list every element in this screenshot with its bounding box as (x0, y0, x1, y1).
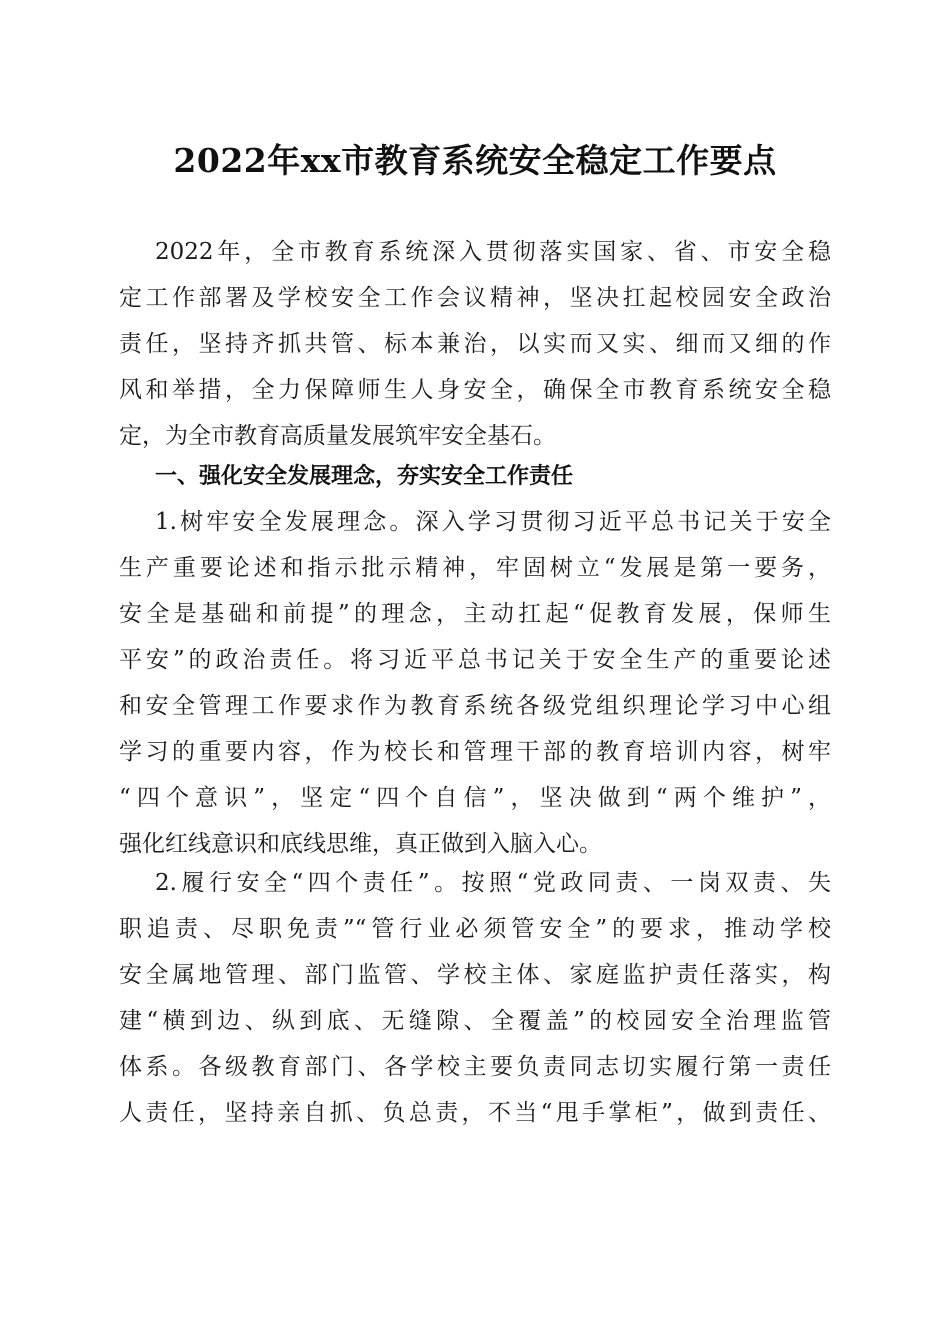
item2-line-6: 人责任，坚持亲自抓、负总责，不当“甩手掌柜”，做到责任、 (119, 1100, 831, 1126)
item2-line-5: 体系。各级教育部门、各学校主要负责同志切实履行第一责任 (119, 1054, 831, 1080)
intro-line-1: 2022年，全市教育系统深入贯彻落实国家、省、市安全稳 (155, 239, 831, 265)
item2-line-2: 职追责、尽职免责”“管行业必须管安全”的要求，推动学校 (119, 916, 831, 942)
document-title: 2022年xx市教育系统安全稳定工作要点 (173, 141, 777, 180)
item2-line-3: 安全属地管理、部门监管、学校主体、家庭监护责任落实，构 (119, 962, 831, 988)
item2-line-4: 建“横到边、纵到底、无缝隙、全覆盖”的校园安全治理监管 (119, 1008, 831, 1034)
item1-line-3: 安全是基础和前提”的理念，主动扛起“促教育发展，保师生 (119, 601, 831, 627)
intro-line-3: 责任，坚持齐抓共管、标本兼治，以实而又实、细而又细的作 (119, 331, 831, 357)
item1-line-2: 生产重要论述和指示批示精神，牢固树立“发展是第一要务， (119, 555, 831, 581)
item1-line-7: “四个意识”，坚定“四个自信”，坚决做到“两个维护”， (119, 785, 831, 811)
item2-line-1: 2.履行安全“四个责任”。按照“党政同责、一岗双责、失 (155, 870, 831, 896)
intro-line-4: 风和举措，全力保障师生人身安全，确保全市教育系统安全稳 (119, 377, 831, 403)
intro-line-2: 定工作部署及学校安全工作会议精神，坚决扛起校园安全政治 (119, 285, 831, 311)
item1-line-8: 强化红线意识和底线思维，真正做到入脑入心。 (119, 831, 602, 857)
item1-line-6: 学习的重要内容，作为校长和管理干部的教育培训内容，树牢 (119, 739, 831, 765)
intro-line-5: 定，为全市教育高质量发展筑牢安全基石。 (119, 423, 556, 449)
item1-line-4: 平安”的政治责任。将习近平总书记关于安全生产的重要论述 (119, 647, 831, 673)
section-heading-1: 一、强化安全发展理念，夯实安全工作责任 (155, 464, 574, 489)
item1-line-5: 和安全管理工作要求作为教育系统各级党组织理论学习中心组 (119, 693, 831, 719)
item1-line-1: 1.树牢安全发展理念。深入学习贯彻习近平总书记关于安全 (155, 509, 831, 535)
